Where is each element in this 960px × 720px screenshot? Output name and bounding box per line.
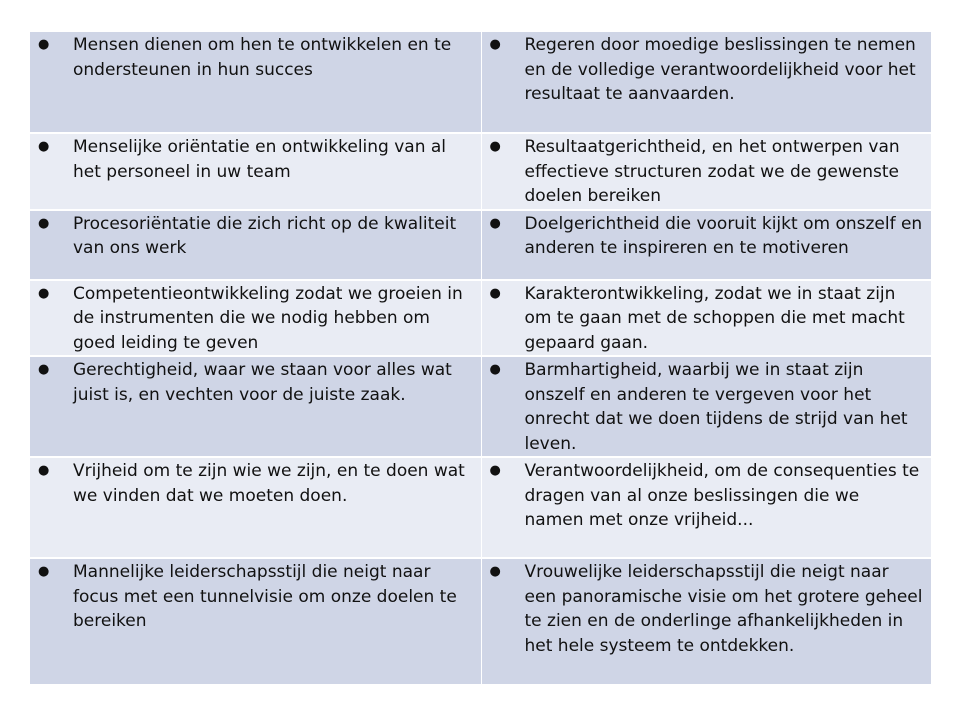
- bullet-icon: ●: [38, 362, 50, 377]
- cell-text: Vrouwelijke leiderschapsstijl die neigt naar een panoramische visie om het grotere geheel te zien en de onderlinge afhankelijkheden in het hele systeem te ontdekken.: [524, 562, 923, 656]
- table-row: [30, 133, 931, 210]
- table-row: [30, 280, 931, 357]
- cell-text: Mensen dienen om hen te ontwikkelen en te ondersteunen in hun succes: [73, 35, 452, 80]
- table-row: [30, 356, 931, 457]
- table-cell-right: [481, 558, 931, 685]
- bullet-icon: ●: [489, 37, 501, 52]
- comparison-table: [30, 32, 931, 686]
- bullet-icon: ●: [489, 564, 501, 579]
- cell-text: Mannelijke leiderschapsstijl die neigt naar focus met een tunnelvisie om onze doelen te bereiken: [73, 562, 457, 631]
- cell-text: Barmhartigheid, waarbij we in staat zijn onszelf en anderen te vergeven voor het onrecht dat we doen tijdens de strijd van het leven.: [524, 360, 908, 454]
- cell-text: Doelgerichtheid die vooruit kijkt om onszelf en anderen te inspireren en te motiveren: [524, 213, 923, 258]
- bullet-icon: ●: [489, 139, 501, 154]
- bullet-icon: ●: [489, 215, 501, 231]
- cell-text: Vrijheid om te zijn wie we zijn, en te doen wat we vinden dat we moeten doen.: [73, 461, 465, 506]
- table-row: [30, 210, 931, 280]
- table-cell-left: [30, 210, 481, 280]
- table-row: [30, 32, 931, 133]
- cell-text: Menselijke oriëntatie en ontwikkeling van al het personeel in uw team: [73, 137, 447, 182]
- table-row: [30, 558, 931, 685]
- cell-text: Procesoriëntatie die zich richt op de kwaliteit van ons werk: [73, 213, 457, 258]
- table-cell-left: [30, 280, 481, 357]
- table-cell-left: [30, 457, 481, 558]
- bullet-icon: ●: [38, 285, 50, 301]
- bullet-icon: ●: [489, 463, 501, 478]
- table-cell-left: [30, 356, 481, 457]
- bullet-icon: ●: [489, 362, 501, 377]
- cell-text: Karakterontwikkeling, zodat we in staat zijn om te gaan met de schoppen die met macht gepaard gaan.: [524, 283, 905, 353]
- table-cell-left: [30, 558, 481, 685]
- cell-text: Competentieontwikkeling zodat we groeien in de instrumenten die we nodig hebben om goed leiding te geven: [73, 283, 463, 353]
- bullet-icon: ●: [38, 139, 50, 154]
- bullet-icon: ●: [489, 285, 501, 301]
- table-cell-left: [30, 32, 481, 133]
- bullet-icon: ●: [38, 37, 50, 52]
- bullet-icon: ●: [38, 564, 50, 579]
- bullet-icon: ●: [38, 463, 50, 478]
- table-cell-left: [30, 133, 481, 210]
- bullet-icon: ●: [38, 215, 50, 231]
- table-cell-right: [481, 210, 931, 280]
- cell-text: Resultaatgerichtheid, en het ontwerpen van effectieve structuren zodat we de gewenste doelen bereiken: [524, 137, 900, 206]
- table-row: [30, 457, 931, 558]
- table-cell-right: [481, 280, 931, 357]
- cell-text: Gerechtigheid, waar we staan voor alles wat juist is, en vechten voor de juiste zaak.: [73, 360, 452, 405]
- table-cell-right: [481, 457, 931, 558]
- table-cell-right: [481, 32, 931, 133]
- table-cell-right: [481, 133, 931, 210]
- cell-text: Regeren door moedige beslissingen te nemen en de volledige verantwoordelijkheid voor het resultaat te aanvaarden.: [524, 35, 916, 104]
- cell-text: Verantwoordelijkheid, om de consequenties te dragen van al onze beslissingen die we namen met onze vrijheid...: [524, 461, 920, 530]
- table-cell-right: [481, 356, 931, 457]
